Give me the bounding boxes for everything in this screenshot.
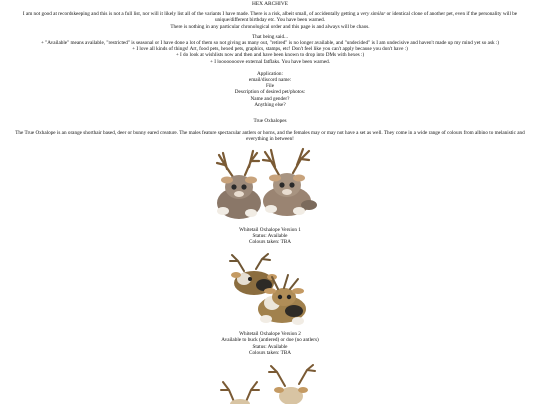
application-line: File bbox=[265, 83, 275, 90]
variant-colours: Colours taken: TBA bbox=[249, 239, 291, 246]
intro-emphasis: very similar bbox=[360, 11, 386, 18]
application-heading: Application: bbox=[257, 70, 283, 77]
application-line: email/discord name: bbox=[248, 77, 292, 84]
application-line: Anything else? bbox=[254, 101, 286, 108]
variant-status: Status: Available bbox=[252, 343, 288, 350]
section-description: The True Oxhalope is an orange shorthair based, deer or bunny eared creature. The males feature spectacular antlers or horns, and the females may or may not have a set as well. They come in a wide range of colours from albino to melanistic and everything in between! bbox=[15, 130, 525, 143]
intro-paragraph-3: That being said... bbox=[252, 33, 288, 40]
variant-status: Status: Available bbox=[252, 232, 288, 239]
intro-paragraph-1 bbox=[14, 11, 526, 23]
application-line: Description of desired pet/photos: bbox=[234, 89, 306, 96]
variant-availability: Available to buck (antlered) or doe (no antlers) bbox=[221, 337, 319, 344]
variant-colours: Colours taken: TBA bbox=[249, 349, 291, 356]
application-line: Name and gender? bbox=[250, 95, 290, 102]
oxhalope-pair-image-3 bbox=[215, 364, 325, 404]
variant-name: Whitetail Oxhalope Version 2 bbox=[239, 331, 301, 338]
section-title: True Oxhalopes bbox=[253, 118, 287, 125]
intro-text-b: or identical clone of another pet, even if the personality will be unique/different birthday etc. You have been warned. bbox=[214, 11, 518, 24]
oxhalope-pair-image-2 bbox=[210, 253, 330, 329]
bullet-item: + I love all kinds of things! Art, food pets, hexed pets, graphics, stamps, etc! Don't feel like you can't apply because you don't have :) bbox=[132, 46, 408, 53]
intro-paragraph-2: There is nothing in any particular chronological order and this page is and always will be chaos. bbox=[170, 23, 370, 30]
bullet-item: + "Available" means available, "restricted" is seasonal or I have done a lot of them so not giving as many out, "retired" is no longer available, and "undecided" is I am undecisive and haven't made up my mind yet so ask :) bbox=[40, 40, 500, 47]
bullet-item: + I do look at wishlists now and then and have been known to drop into DMs with hexes :) bbox=[175, 52, 365, 59]
intro-text-a: I am not good at recordskeeping and this is not a full list, nor will it likely list all of the variants I have made. There is a risk, albeit small, of accidentally getting a bbox=[22, 11, 361, 18]
variant-name: Whitetail Oxhalope Version 1 bbox=[239, 226, 301, 233]
page-title: HEX ARCHIVE bbox=[251, 1, 289, 7]
oxhalope-pair-image-1 bbox=[205, 147, 335, 225]
bullet-item: + I loooooooove external fatflaks. You have been warned. bbox=[209, 58, 331, 65]
